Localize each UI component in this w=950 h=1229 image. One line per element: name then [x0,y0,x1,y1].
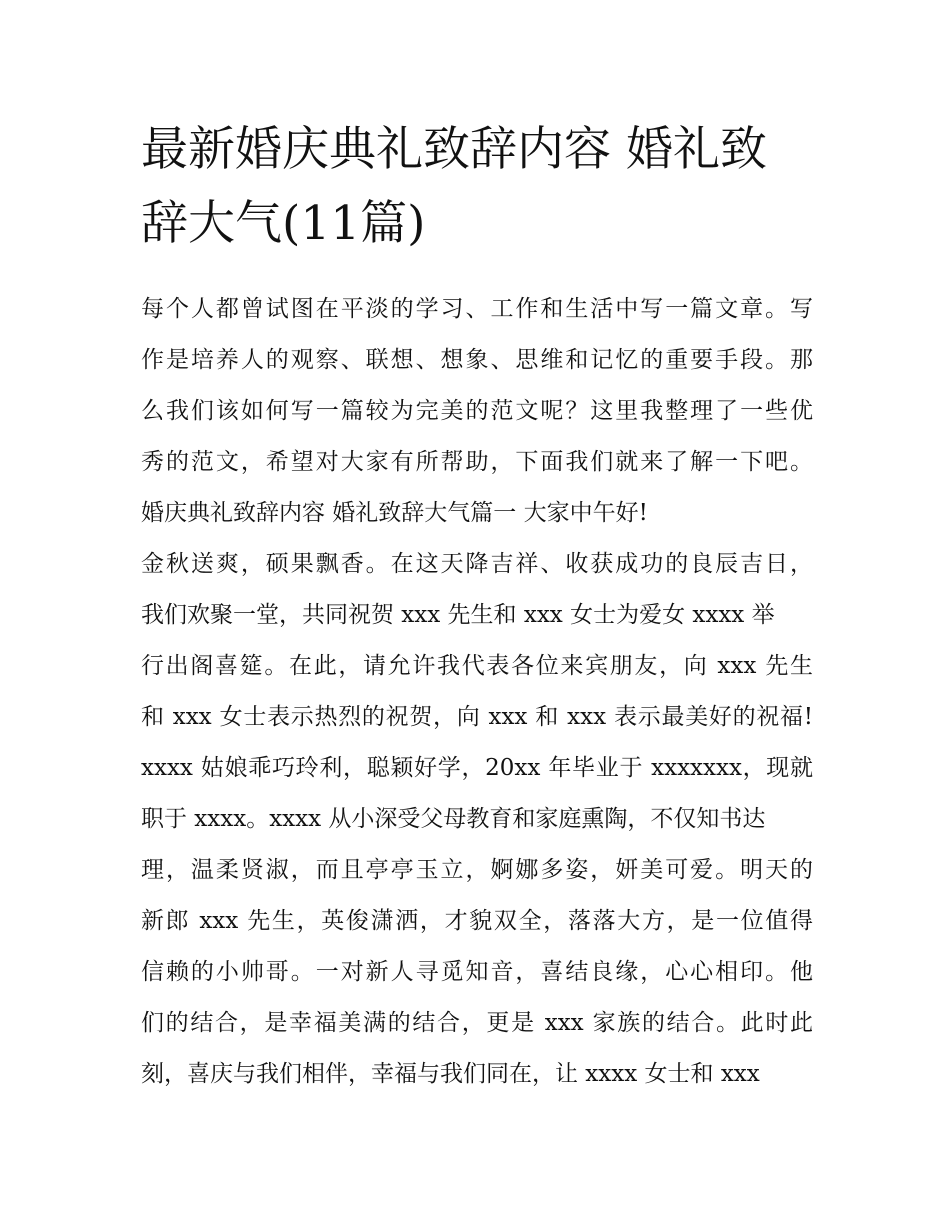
body-line: xxxx 姑娘乖巧玲利，聪颖好学，20xx 年毕业于 xxxxxxx，现就 [141,755,813,781]
body-line: 婚庆典礼致辞内容 婚礼致辞大气篇一 大家中午好! [141,500,648,526]
body-line: 作是培养人的观察、联想、想象、思维和记忆的重要手段。那 [141,347,813,373]
body-line: 理，温柔贤淑，而且亭亭玉立，婀娜多姿，妍美可爱。明天的 [141,857,813,883]
title-line: 最新婚庆典礼致辞内容 婚礼致 [141,122,767,177]
body-line: 新郎 xxx 先生，英俊潇洒，才貌双全，落落大方，是一位值得 [141,908,813,934]
body-line: 金秋送爽，硕果飘香。在这天降吉祥、收获成功的良辰吉日， [141,551,813,577]
body-line: 秀的范文，希望对大家有所帮助，下面我们就来了解一下吧。 [141,449,813,475]
document-content [141,113,813,1100]
body-line: 我们欢聚一堂，共同祝贺 xxx 先生和 xxx 女士为爱女 xxxx 举 [141,602,775,628]
body-line: 么我们该如何写一篇较为完美的范文呢？这里我整理了一些优 [141,398,813,424]
body-line: 每个人都曾试图在平淡的学习、工作和生活中写一篇文章。写 [141,296,813,322]
body-line: 和 xxx 女士表示热烈的祝贺，向 xxx 和 xxx 表示最美好的祝福! [141,704,813,730]
body-line: 职于 xxxx。xxxx 从小深受父母教育和家庭熏陶，不仅知书达 [141,806,766,832]
body-line: 行出阁喜筵。在此，请允许我代表各位来宾朋友，向 xxx 先生 [141,653,813,679]
document-title [141,113,813,261]
body-line: 信赖的小帅哥。一对新人寻觅知音，喜结良缘，心心相印。他 [141,959,813,985]
body-line: 们的结合，是幸福美满的结合，更是 xxx 家族的结合。此时此 [141,1010,813,1036]
body-line: 刻，喜庆与我们相伴，幸福与我们同在，让 xxxx 女士和 xxx [141,1061,760,1087]
title-line: 辞大气(11篇) [141,196,426,251]
document-body [141,284,813,1100]
